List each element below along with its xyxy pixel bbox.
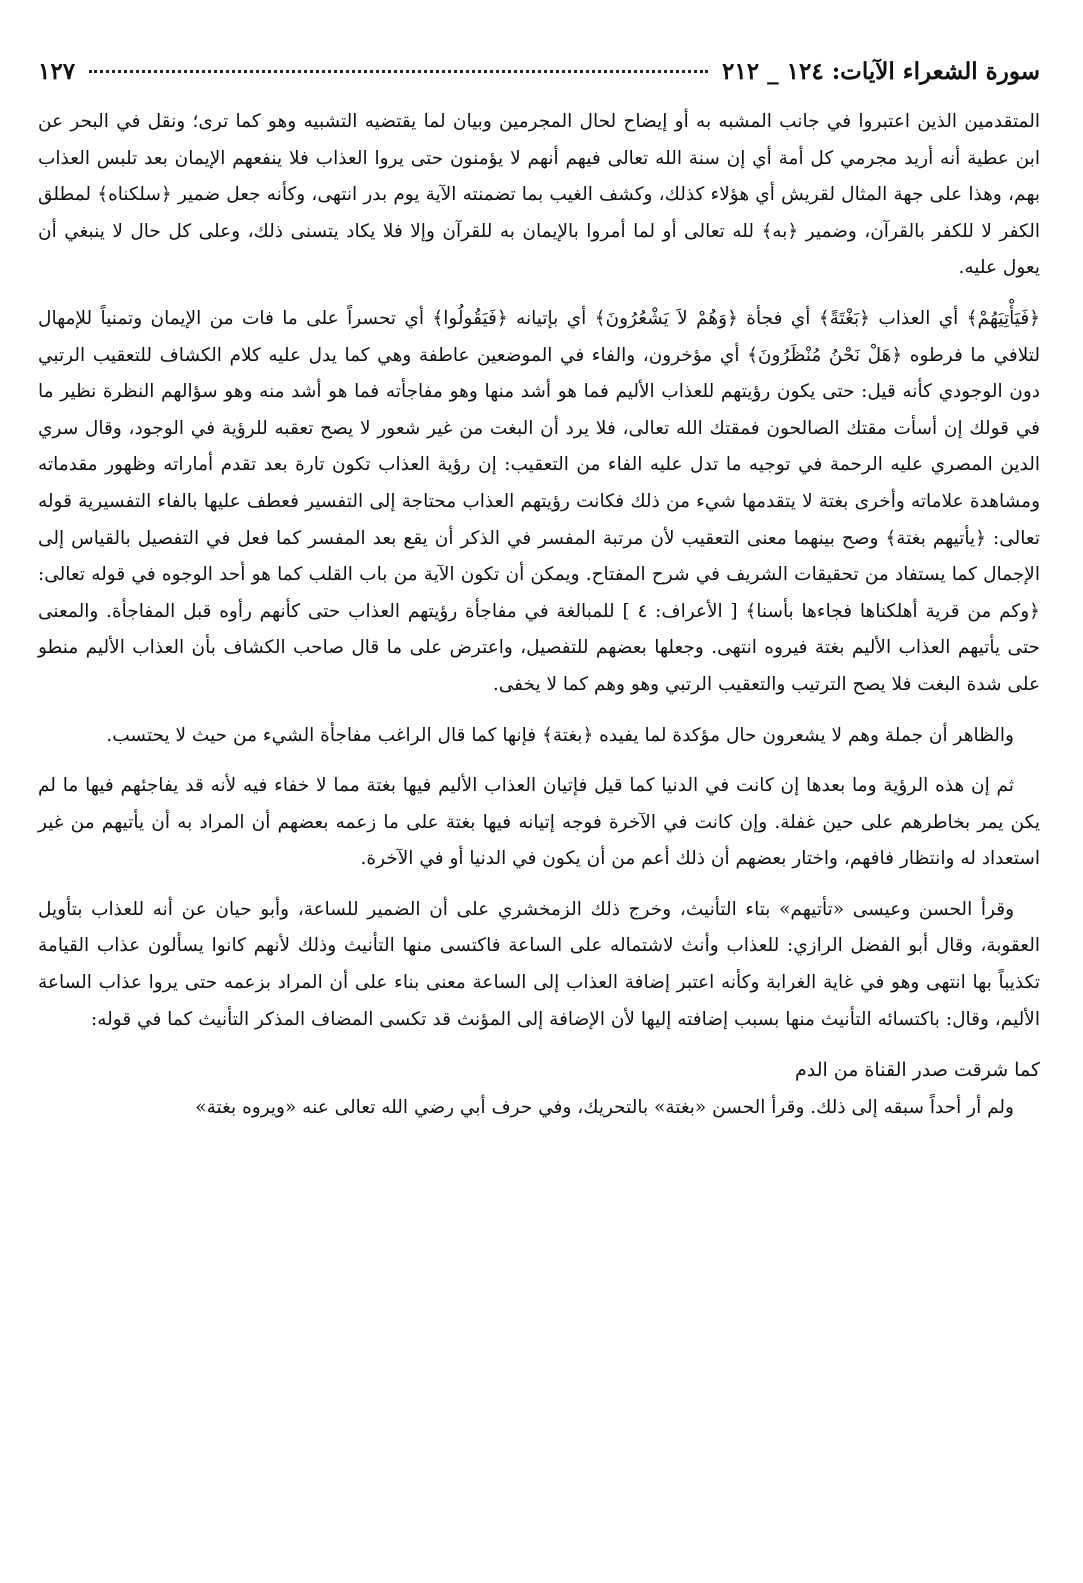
paragraph-2: ﴿فَيَأْتِيَهُمْ﴾ أي العذاب ﴿بَغْتَةً﴾ أي فجأة ﴿وَهُمْ لاَ يَشْعُرُونَ﴾ أي بإتيانه ﴿فَيَقُولُوا﴾ أي تحسراً على ما فات من الإيمان وتمنياً للإمهال لتلافي ما فرطوه ﴿هَلْ نَحْنُ مُنْظَرُونَ﴾ أي مؤخرون، والفاء في الموضعين عاطفة وهي كما يدل عليه كلام الكشاف للتعقيب الرتبي دون الوجودي كأنه قيل: حتى يكون رؤيتهم للعذاب الأليم فما هو أشد منها وهو مفاجأته فما هو أشد منه وهو سؤالهم النظرة نظير ما في قولك إن أسأت مقتك الصالحون فمقتك الله تعالى، فلا يرد أن البغت من غير شعور لا يصح تعقبه للرؤية في الوجود، وقال سري الدين المصري عليه الرحمة في توجيه ما تدل عليه الفاء من التعقيب: إن رؤية العذاب تكون تارة بعد تقدم أماراته وظهور مقدماته ومشاهدة علاماته وأخرى بغتة لا يتقدمها شيء من ذلك فكانت رؤيتهم العذاب محتاجة إلى التفسير فعطف عليها بالفاء التفسيرية قوله تعالى: ﴿يأتيهم بغتة﴾ وصح بينهما معنى التعقيب لأن مرتبة المفسر في الذكر أن يقع بعد المفسر كما فعل في التفصيل بالقياس إلى الإجمال كما يستفاد من تحقيقات الشريف في شرح المفتاح. ويمكن أن تكون الآية من باب القلب كما هو أحد الوجوه في قوله تعالى: ﴿وكم من قرية أهلكناها فجاءها بأسنا﴾ [ الأعراف: ٤ ] للمبالغة في مفاجأة رؤيتهم العذاب حتى كأنهم رأوه قبل المفاجأة. والمعنى حتى يأتيهم العذاب الأليم بغتة فيروه انتهى. وجعلها بعضهم للتفصيل، واعترض على ما قال صاحب الكشاف بأن العذاب الأليم منطو على شدة البغت فلا يصح الترتيب والتعقيب الرتبي وهو وهم كما لا يخفى. (38, 307, 1040, 695)
paragraph-4: ثم إن هذه الرؤية وما بعدها إن كانت في الدنيا كما قيل فإتيان العذاب الأليم فيها بغتة مما لا خفاء فيه لأنه قد يفاجئهم فيها ما لم يكن يمر بخاطرهم على حين غفلة. وإن كانت في الآخرة فوجه إتيانه فيها بغتة على ما زعمه بعضهم أن المراد به أن يأتيهم من غير استعداد له وانتظار فافهم، واختار بعضهم أن ذلك أعم من أن يكون في الدنيا أو في الآخرة. (38, 775, 1040, 870)
page-number: ١٢٧ (38, 58, 76, 85)
body-text (38, 104, 1040, 1127)
surah-title: سورة الشعراء الآيات: ١٢٤ _ ٢١٢ (722, 58, 1040, 85)
poetry-verse: كما شرقت صدر القناة من الدم (794, 1059, 1040, 1082)
paragraph-1: المتقدمين الذين اعتبروا في جانب المشبه به أو إيضاح لحال المجرمين وبيان لما يقتضيه التشبيه وهو كما ترى؛ ونقل في البحر عن ابن عطية أنه أريد مجرمي كل أمة أي إن سنة الله تعالى فيهم أنهم لا يؤمنون حتى يروا العذاب فلا ينفعهم الإيمان بعد تلبس العذاب بهم، وهذا على جهة المثال لقريش أي هؤلاء كذلك، وكشف الغيب بما تضمنته الآية يوم بدر انتهى، وكأنه جعل ضمير ﴿سلكناه﴾ لمطلق الكفر لا للكفر بالقرآن، وضمير ﴿به﴾ لله تعالى أو لما أمروا بالإيمان به للقرآن وإلا فلا يكاد يتسنى ذلك، وعلى كل حال لا ينبغي أن يعول عليه. (38, 111, 1040, 279)
running-header (38, 58, 1040, 94)
paragraph-3: والظاهر أن جملة وهم لا يشعرون حال مؤكدة لما يفيده ﴿بغتة﴾ فإنها كما قال الراغب مفاجأة الشيء من حيث لا يحتسب. (106, 724, 1014, 746)
leader-dots (89, 70, 708, 73)
page (38, 58, 1040, 1558)
paragraph-5: وقرأ الحسن وعيسى «تأتيهم» بتاء التأنيث، وخرج ذلك الزمخشري على أن الضمير للساعة، وأبو حيان عن أنه للعذاب بتأويل العقوبة، وقال أبو الفضل الرازي: للعذاب وأنث لاشتماله على الساعة فاكتسى منها التأنيث وذلك لأنهم كانوا يسألون عذاب القيامة تكذيباً بها انتهى وهو في غاية الغرابة وكأنه اعتبر إضافة العذاب إلى الساعة معنى بناء على أن المراد بزعمه حتى يروا عذاب الساعة الأليم، وقال: باكتسائه التأنيث منها بسبب إضافته إليها لأن الإضافة إلى المؤنث قد تكسى المضاف المذكر التأنيث كما في قوله: (38, 898, 1040, 1030)
final-line: ولم أر أحداً سبقه إلى ذلك. وقرأ الحسن «بغتة» بالتحريك، وفي حرف أبي رضي الله تعالى عنه «ويروه بغتة» (195, 1097, 1014, 1119)
